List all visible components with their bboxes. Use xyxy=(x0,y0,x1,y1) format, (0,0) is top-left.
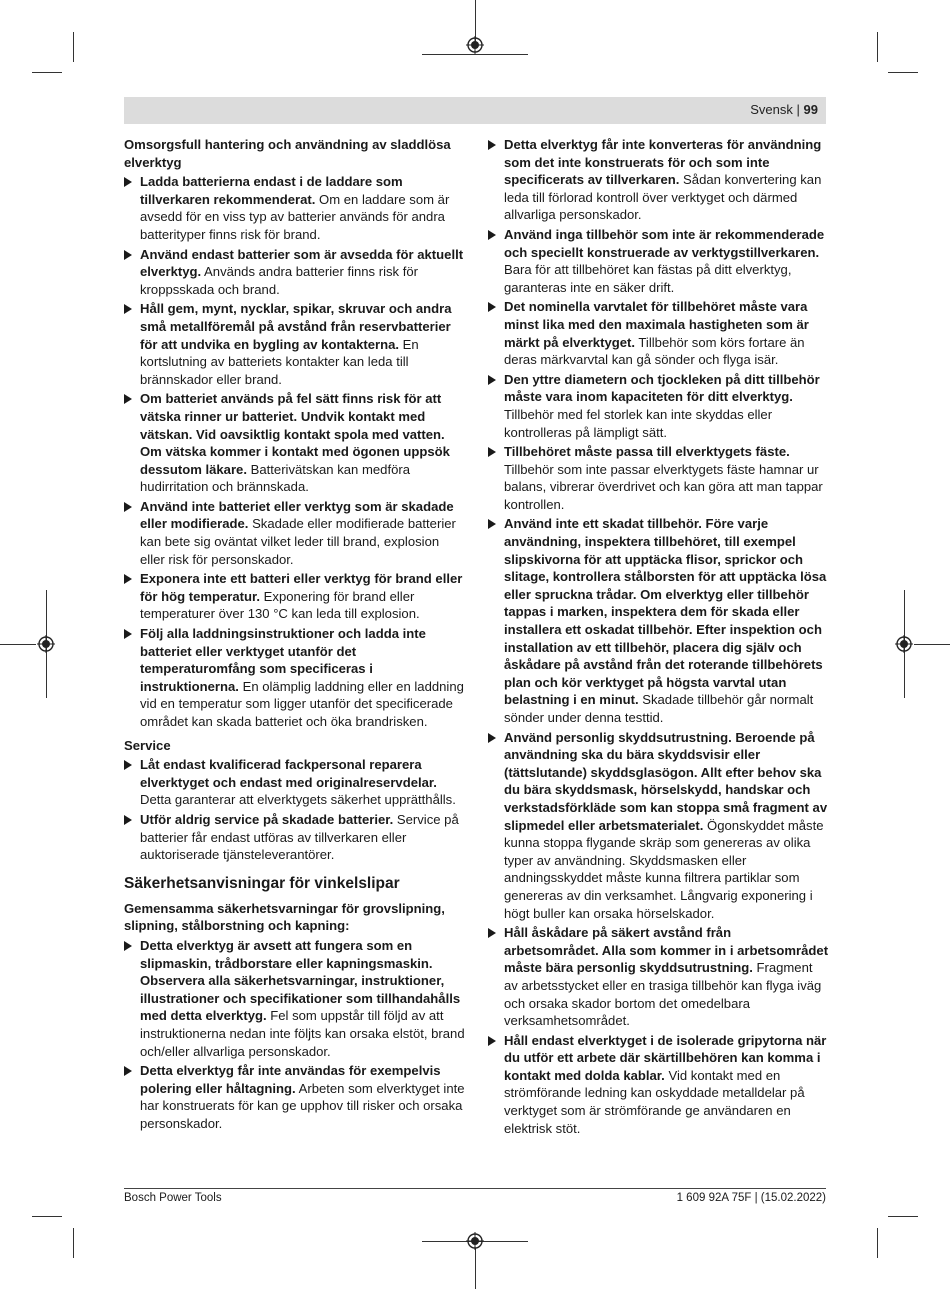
footer-doc-number: 1 609 92A 75F | (15.02.2022) xyxy=(676,1192,826,1204)
bullet-item xyxy=(488,443,829,513)
bullet-bold-text: Den yttre diametern och tjockleken på ditt tillbehör måste vara inom kapaciteten för ditt elverktyg. xyxy=(504,371,820,405)
registration-target-icon xyxy=(37,635,55,653)
bullet-item xyxy=(124,498,465,568)
bullet-body-text: Används andra batterier finns risk för kroppsskada och brand. xyxy=(140,264,419,297)
right-column xyxy=(488,136,829,1139)
bullet-body-text: Detta garanterar att elverktygets säkerhet upprätthålls. xyxy=(140,792,456,808)
bullet-body-text: Exponering för brand eller temperaturer över 130 °C kan leda till explosion. xyxy=(140,588,420,622)
bullet-body-text: Arbeten som elverktyget inte har konstruerats för kan ge upphov till risker och orsaka personskador. xyxy=(140,1080,465,1131)
bullet-bold-text: Ladda batterierna endast i de laddare som tillverkaren rekommenderat. xyxy=(140,174,403,207)
bullet-arrow-icon xyxy=(124,304,132,314)
bullet-body-text: Service på batterier får endast utföras av tillverkaren eller auktoriserade tjänsteleverantörer. xyxy=(140,811,459,863)
bullet-item xyxy=(124,570,465,623)
registration-target-icon xyxy=(466,36,484,54)
bullet-arrow-icon xyxy=(488,230,496,240)
bullet-arrow-icon xyxy=(124,394,132,404)
bullet-arrow-icon xyxy=(124,941,132,951)
bullet-body-text: Tillbehör som körs fortare än deras märkvarvtal kan gå sönder och flyga isär. xyxy=(504,334,805,368)
bullet-bold-text: Exponera inte ett batteri eller verktyg för brand eller för hög temperatur. xyxy=(140,571,463,604)
bullet-list xyxy=(488,136,829,1137)
bullet-body-text: Vid kontakt med en strömförande ledning kan oskyddade metalldelar på verktyget som är strömförande ge användaren en elektrisk stöt. xyxy=(504,1067,805,1136)
bullet-arrow-icon xyxy=(124,574,132,584)
bullet-arrow-icon xyxy=(124,760,132,770)
bullet-item xyxy=(124,173,465,243)
bullet-bold-text: Följ alla laddningsinstruktioner och ladda inte batteriet eller verktyget utanför det temperaturomfång som specificeras i instruktionerna. xyxy=(140,626,426,694)
bullet-bold-text: Det nominella varvtalet för tillbehöret måste vara minst lika med den maximala hastigheten som är märkt på elverktyget. xyxy=(504,299,809,350)
registration-target-icon xyxy=(466,1232,484,1250)
bullet-arrow-icon xyxy=(488,733,496,743)
registration-target-icon xyxy=(895,635,913,653)
bullet-item xyxy=(488,226,829,296)
bullet-body-text: Om en laddare som är avsedd för en viss typ av batterier används för andra batterityper finns risk för brand. xyxy=(140,191,450,242)
bullet-arrow-icon xyxy=(488,928,496,938)
bullet-body-text: Fel som uppstår till följd av att instruktionerna nedan inte följts kan orsaka elstöt, brand och/eller allvarliga personskador. xyxy=(140,1008,465,1059)
bullet-bold-text: Använd inte ett skadat tillbehör. Före varje användning, inspektera tillbehöret, till exempel slipskivorna för att upptäcka flisor, sprickor och slitage, kontrollera stålborsten för att upptäcka lösa eller spruckna trådar. Om elverktyg eller tillbehör tappas i marken, inspektera dem för skada eller installera ett oskadat tillbehör. Efter inspektion och installation av ett tillbehör, placera dig själv och åskådare på avstånd från det roterande tillbehörets plan och kör verktyget på högsta varvtal utan belastning i en minut. xyxy=(504,516,827,708)
bullet-list xyxy=(124,756,465,864)
page-header xyxy=(124,97,826,124)
bullet-arrow-icon xyxy=(124,1066,132,1076)
bullet-item xyxy=(488,1032,829,1138)
bullet-bold-text: Använd inga tillbehör som inte är rekommenderade och speciellt konstruerade av verktygstillverkaren. xyxy=(504,226,825,260)
bullet-arrow-icon xyxy=(124,250,132,260)
bullet-arrow-icon xyxy=(124,815,132,825)
page-number: 99 xyxy=(803,102,818,117)
service-heading: Service xyxy=(124,737,171,753)
bullet-bold-text: Detta elverktyg får inte konverteras för användning som det inte konstruerats för och som inte specificerats av tillverkaren. xyxy=(504,137,822,188)
bullet-arrow-icon xyxy=(124,177,132,187)
bullet-list xyxy=(124,173,465,730)
bullet-body-text: Sådan konvertering kan leda till förlorad kontroll över verktyget och därmed allvarliga personskador. xyxy=(504,172,822,223)
left-column xyxy=(124,136,465,1134)
header-text xyxy=(750,102,818,117)
bullet-bold-text: Håll åskådare på säkert avstånd från arbetsområdet. Alla som kommer in i arbetsområdet måste bära personlig skyddsutrustning. xyxy=(504,925,829,976)
bullet-item xyxy=(488,515,829,726)
bullet-bold-text: Tillbehöret måste passa till elverktygets fäste. xyxy=(504,444,790,460)
bullet-item xyxy=(488,298,829,368)
bullet-arrow-icon xyxy=(488,1036,496,1046)
bullet-item xyxy=(124,756,465,809)
bullet-item xyxy=(124,625,465,731)
bullet-body-text: Batterivätskan kan medföra hudirritation och brännskada. xyxy=(140,461,411,495)
bullet-body-text: Ögonskyddet måste kunna stoppa flygande skräp som genereras av olika typer av användning. Skyddsmasken eller andningsskyddet måste kunna filtrera partiklar som genereras av din verksamhet. Långvarig exponering i högt buller kan orsaka hörselskador. xyxy=(504,817,824,921)
bullet-item xyxy=(124,1062,465,1132)
bullet-item xyxy=(124,390,465,496)
bullet-bold-text: Låt endast kvalificerad fackpersonal reparera elverktyget och endast med originalreservdelar. xyxy=(140,757,437,790)
bullet-bold-text: Om batteriet används på fel sätt finns risk för att vätska rinner ur batteriet. Undvik kontakt med vätskan. Vid oavsiktlig kontakt spola med vatten. Om vätska kommer i kontakt med ögonen uppsök dessutom läkare. xyxy=(140,391,450,477)
bullet-bold-text: Använd personlig skyddsutrustning. Beroende på användning ska du bära skyddsvisir eller (tättslutande) skyddsglasögon. Allt efter behov ska du bära skyddsmask, hörselskydd, handskar och verkstadsförkläde som kan stoppa små fragment av slipmedel eller arbetsmaterialet. xyxy=(504,729,828,833)
section-subheading: Gemensamma säkerhetsvarningar för grovslipning, slipning, stålborstning och kapning: xyxy=(124,900,445,934)
bullet-body-text: Fragment av arbetsstycket eller en trasiga tillbehör kan flyga iväg och orsaka skador bortom det omedelbara verksamhetsområdet. xyxy=(504,960,822,1029)
bullet-bold-text: Detta elverktyg får inte användas för exempelvis polering eller håltagning. xyxy=(140,1063,441,1096)
bullet-bold-text: Använd endast batterier som är avsedda för aktuellt elverktyg. xyxy=(140,246,464,280)
bullet-body-text: En kortslutning av batteriets kontakter kan leda till brännskador eller brand. xyxy=(140,336,419,387)
bullet-arrow-icon xyxy=(488,302,496,312)
bullet-item xyxy=(488,729,829,923)
bullet-body-text: En olämplig laddning eller en laddning vid en temperatur som ligger utanför det specificerade området kan skada batteriet och öka brandrisken. xyxy=(140,678,464,729)
bullet-arrow-icon xyxy=(124,629,132,639)
bullet-bold-text: Håll endast elverktyget i de isolerade gripytorna när du utför ett arbete där skärtillbehören kan komma i kontakt med dolda kablar. xyxy=(504,1032,827,1083)
bullet-body-text: Skadade tillbehör går normalt sönder under denna testtid. xyxy=(504,692,814,725)
section-title: Säkerhetsanvisningar för vinkelslipar xyxy=(124,874,400,892)
section-heading: Omsorgsfull hantering och användning av sladdlösa elverktyg xyxy=(124,137,451,170)
bullet-bold-text: Håll gem, mynt, nycklar, spikar, skruvar och andra små metallföremål på avstånd från reservbatterier för att undvika en bygling av kontakterna. xyxy=(140,301,452,352)
bullet-arrow-icon xyxy=(488,140,496,150)
bullet-bold-text: Utför aldrig service på skadade batterier. xyxy=(140,811,394,827)
footer-divider xyxy=(124,1188,826,1189)
header-separator: | xyxy=(796,102,800,117)
bullet-bold-text: Använd inte batteriet eller verktyg som är skadade eller modifierade. xyxy=(140,498,454,532)
header-language: Svensk xyxy=(750,102,793,117)
bullet-body-text: Tillbehör med fel storlek kan inte skyddas eller kontrolleras på lämpligt sätt. xyxy=(504,406,773,440)
bullet-item xyxy=(488,371,829,441)
footer-publisher: Bosch Power Tools xyxy=(124,1192,222,1204)
bullet-body-text: Tillbehör som inte passar elverktygets fäste hamnar ur balans, vibrerar överdrivet och kan göra att man tappar kontrollen. xyxy=(504,461,823,512)
bullet-body-text: Bara för att tillbehöret kan fästas på ditt elverktyg, garanteras inte en säker drift. xyxy=(504,262,792,295)
bullet-item xyxy=(124,937,465,1060)
bullet-list xyxy=(124,937,465,1133)
bullet-bold-text: Detta elverktyg är avsett att fungera som en slipmaskin, trådborstare eller kapningsmaskin. Observera alla säkerhetsvarningar, instruktioner, illustrationer och specifikationer som tillhandahålls med detta elverktyg. xyxy=(140,937,461,1024)
bullet-item xyxy=(488,136,829,224)
bullet-arrow-icon xyxy=(124,502,132,512)
bullet-arrow-icon xyxy=(488,519,496,529)
bullet-item xyxy=(124,246,465,299)
bullet-item xyxy=(124,811,465,864)
bullet-item xyxy=(488,924,829,1030)
bullet-item xyxy=(124,300,465,388)
bullet-arrow-icon xyxy=(488,447,496,457)
bullet-arrow-icon xyxy=(488,375,496,385)
bullet-body-text: Skadade eller modifierade batterier kan bete sig oväntat vilket leder till brand, explosion eller risk för personskador. xyxy=(140,516,456,567)
